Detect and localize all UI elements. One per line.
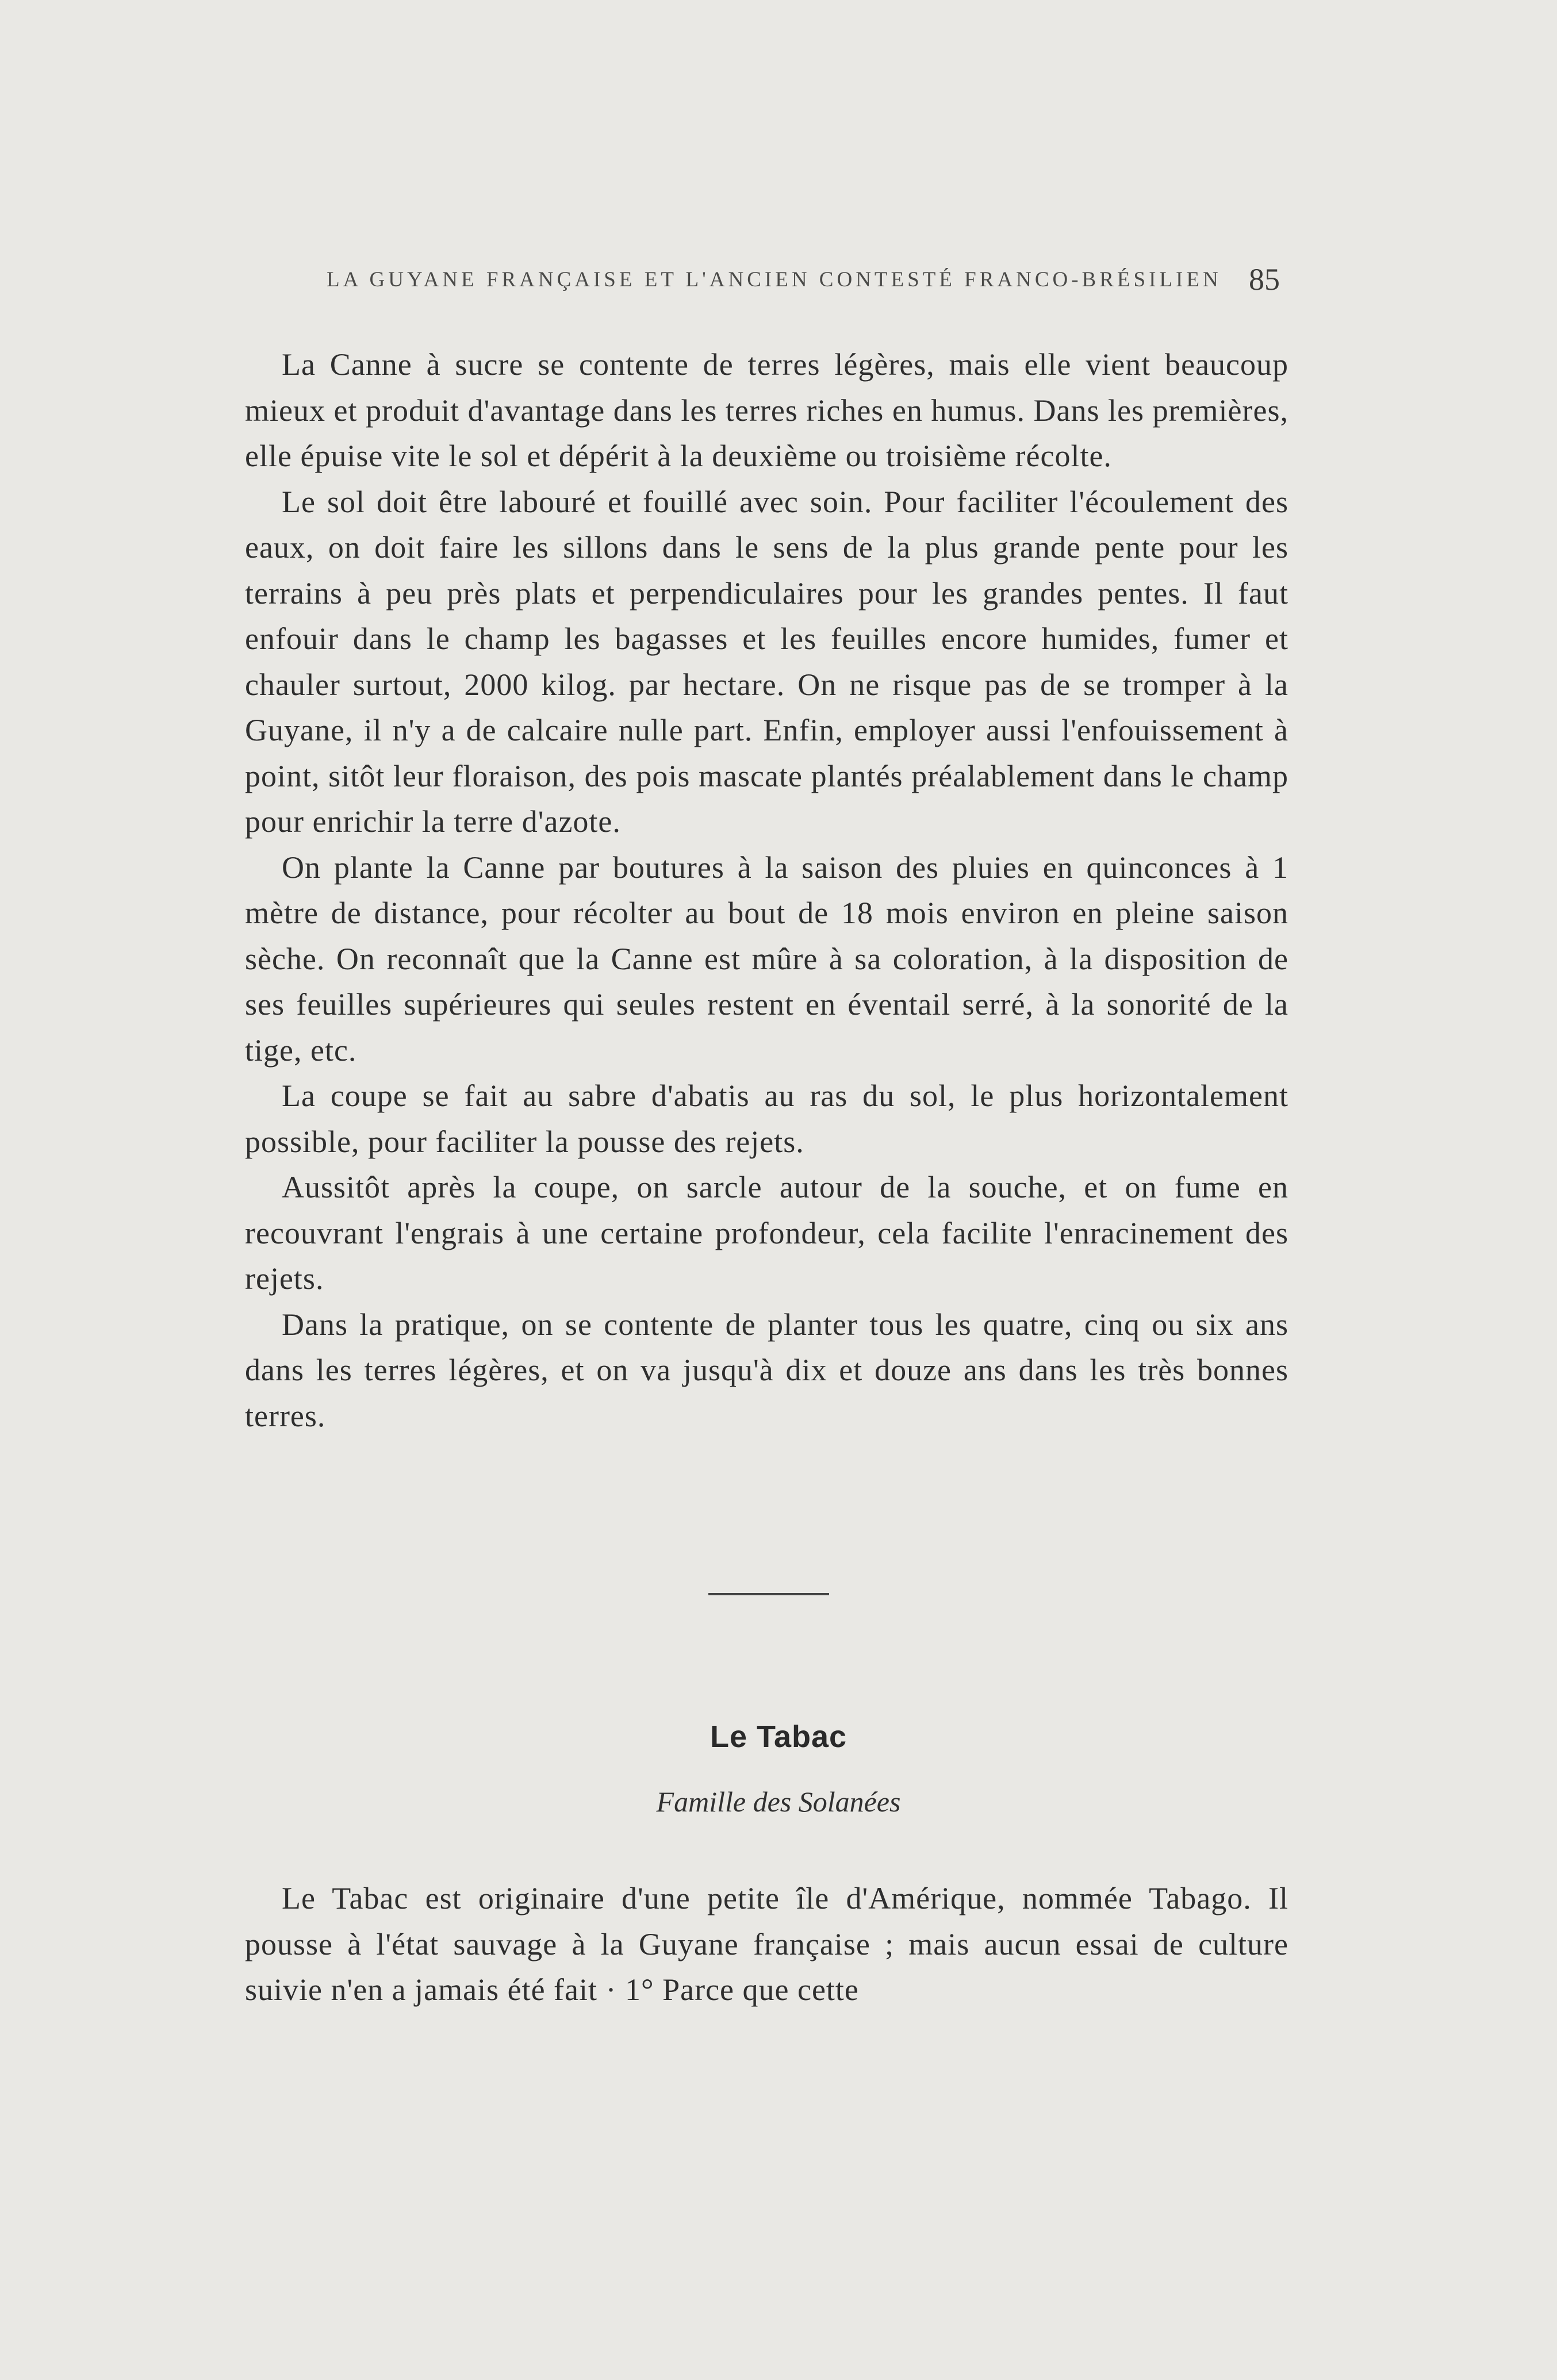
section-divider (708, 1593, 829, 1595)
running-head: LA GUYANE FRANÇAISE ET L'ANCIEN CONTESTÉ FRANCO-BRÉSILIEN (327, 268, 1222, 291)
paragraph: La Canne à sucre se contente de terres légères, mais elle vient beaucoup mieux et produit d'avantage dans les terres riches en humus. Dans les premières, elle épuise vite le sol et dépérit à la deuxième ou troisième récolte. (245, 347, 1288, 473)
section-text (245, 1876, 1288, 2013)
paragraph: Le Tabac est originaire d'une petite île d'Amérique, nommée Tabago. Il pousse à l'état sauvage à la Guyane française ; mais aucun essai de culture suivie n'en a jamais été fait · 1° Parce que cette (245, 1881, 1288, 2007)
paragraph: Aussitôt après la coupe, on sarcle autour de la souche, et on fume en recouvrant l'engrais à une certaine profondeur, cela facilite l'enracinement des rejets. (245, 1170, 1288, 1296)
paragraph: On plante la Canne par boutures à la saison des pluies en quinconces à 1 mètre de distance, pour récolter au bout de 18 mois environ en pleine saison sèche. On reconnaît que la Canne est mûre à sa coloration, à la disposition de ses feuilles supérieures qui seules restent en éventail serré, à la sonorité de la tige, etc. (245, 850, 1288, 1068)
section-title: Le Tabac (710, 1719, 847, 1754)
paragraph: La coupe se fait au sabre d'abatis au ras du sol, le plus horizontalement possible, pour faciliter la pousse des rejets. (245, 1078, 1288, 1159)
section-subtitle: Famille des Solanées (656, 1786, 901, 1818)
page-number: 85 (1249, 262, 1280, 297)
main-text (245, 342, 1288, 1439)
paragraph: Dans la pratique, on se contente de planter tous les quatre, cinq ou six ans dans les terres légères, et on va jusqu'à dix et douze ans dans les très bonnes terres. (245, 1307, 1288, 1433)
paragraph: Le sol doit être labouré et fouillé avec soin. Pour faciliter l'écoulement des eaux, on doit faire les sillons dans le sens de la plus grande pente pour les terrains à peu près plats et perpendiculaires pour les grandes pentes. Il faut enfouir dans le champ les bagasses et les feuilles encore humides, fumer et chauler surtout, 2000 kilog. par hectare. On ne risque pas de se tromper à la Guyane, il n'y a de calcaire nulle part. Enfin, employer aussi l'enfouissement à point, sitôt leur floraison, des pois mascate plantés préalablement dans le champ pour enrichir la terre d'azote. (245, 484, 1288, 839)
